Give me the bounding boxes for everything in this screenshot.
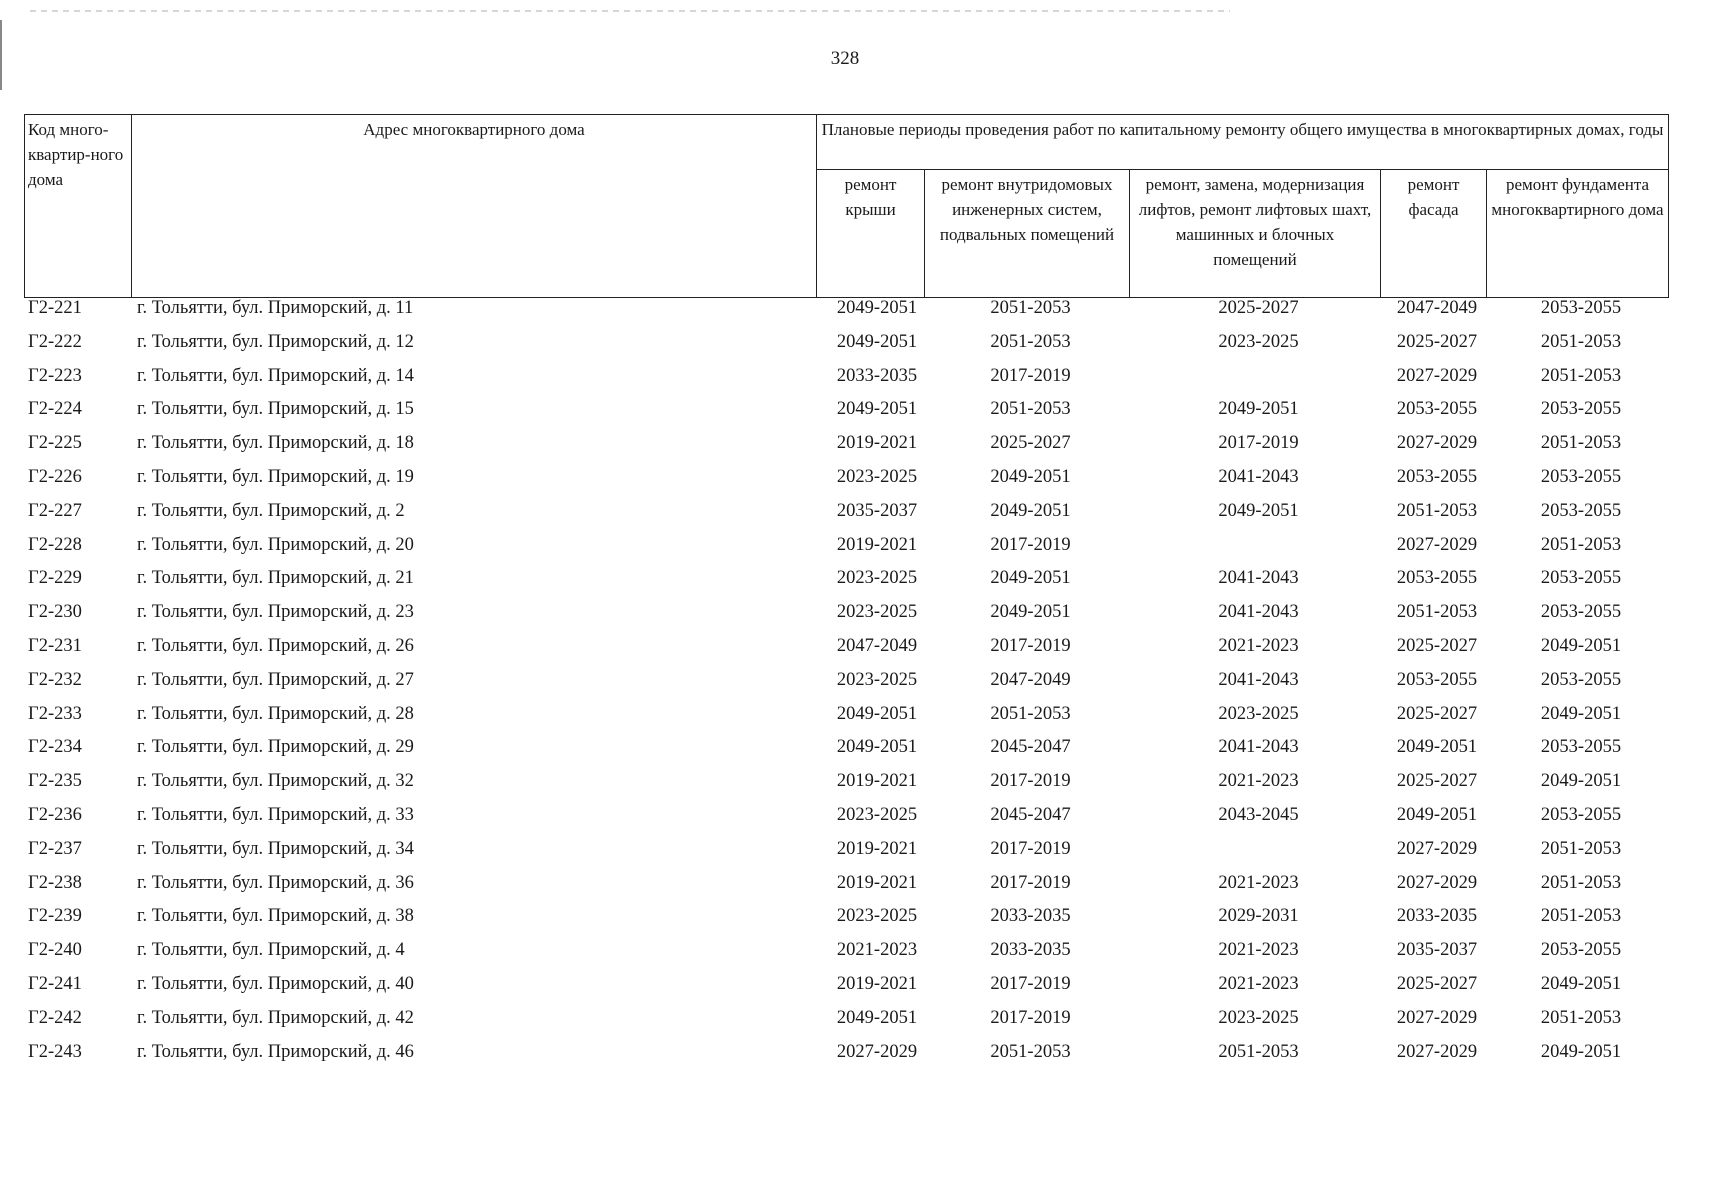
row-systems-period: 2049-2051 [990, 500, 1071, 521]
row-facade-period: 2027-2029 [1396, 534, 1478, 555]
row-facade-period: 2053-2055 [1396, 568, 1478, 589]
header-facade: ремонт фасада [1381, 170, 1487, 298]
row-address: г. Тольятти, бул. Приморский, д. 28 [137, 703, 414, 724]
row-address: г. Тольятти, бул. Приморский, д. 40 [137, 973, 414, 994]
row-foundation-period: 2049-2051 [1540, 771, 1622, 792]
row-code: Г2-230 [28, 602, 82, 623]
row-address: г. Тольятти, бул. Приморский, д. 4 [137, 940, 405, 961]
row-code: Г2-235 [28, 771, 82, 792]
row-lifts-period: 2021-2023 [1218, 973, 1299, 994]
row-facade-period: 2053-2055 [1396, 669, 1478, 690]
row-foundation-period: 2049-2051 [1540, 1041, 1622, 1062]
row-lifts-period: 2023-2025 [1218, 1007, 1299, 1028]
table-row [24, 940, 1674, 974]
row-facade-period: 2033-2035 [1396, 906, 1478, 927]
row-foundation-period: 2051-2053 [1540, 433, 1622, 454]
scan-artifact-line [30, 10, 1230, 12]
row-roof-period: 2049-2051 [836, 298, 918, 318]
row-facade-period: 2025-2027 [1396, 771, 1478, 792]
row-roof-period: 2047-2049 [836, 635, 918, 656]
row-facade-period: 2025-2027 [1396, 331, 1478, 352]
row-systems-period: 2045-2047 [990, 737, 1071, 758]
row-address: г. Тольятти, бул. Приморский, д. 27 [137, 669, 414, 690]
row-address: г. Тольятти, бул. Приморский, д. 15 [137, 399, 414, 420]
row-systems-period: 2017-2019 [990, 771, 1071, 792]
row-lifts-period: 2025-2027 [1218, 298, 1299, 318]
row-lifts-period: 2041-2043 [1218, 669, 1299, 690]
table-row [24, 501, 1674, 535]
row-foundation-period: 2053-2055 [1540, 669, 1622, 690]
table-row [24, 737, 1674, 771]
row-code: Г2-241 [28, 973, 82, 994]
row-systems-period: 2017-2019 [990, 838, 1071, 859]
row-foundation-period: 2051-2053 [1540, 906, 1622, 927]
row-roof-period: 2023-2025 [836, 906, 918, 927]
row-systems-period: 2033-2035 [990, 906, 1071, 927]
row-roof-period: 2023-2025 [836, 568, 918, 589]
row-address: г. Тольятти, бул. Приморский, д. 29 [137, 737, 414, 758]
row-lifts-period: 2041-2043 [1218, 466, 1299, 487]
row-roof-period: 2019-2021 [836, 534, 918, 555]
row-systems-period: 2017-2019 [990, 635, 1071, 656]
row-code: Г2-221 [28, 298, 82, 318]
row-address: г. Тольятти, бул. Приморский, д. 12 [137, 331, 414, 352]
row-address: г. Тольятти, бул. Приморский, д. 42 [137, 1007, 414, 1028]
table-row [24, 670, 1674, 704]
row-address: г. Тольятти, бул. Приморский, д. 36 [137, 872, 414, 893]
row-roof-period: 2049-2051 [836, 737, 918, 758]
table-body [24, 298, 1674, 1075]
row-facade-period: 2049-2051 [1396, 737, 1478, 758]
row-systems-period: 2051-2053 [990, 703, 1071, 724]
row-facade-period: 2051-2053 [1396, 500, 1478, 521]
row-roof-period: 2049-2051 [836, 331, 918, 352]
row-roof-period: 2019-2021 [836, 771, 918, 792]
header-roof: ремонт крыши [817, 170, 925, 298]
row-code: Г2-240 [28, 940, 82, 961]
table-row [24, 1042, 1674, 1076]
row-lifts-period: 2049-2051 [1218, 500, 1299, 521]
row-systems-period: 2017-2019 [990, 1007, 1071, 1028]
row-roof-period: 2049-2051 [836, 399, 918, 420]
row-address: г. Тольятти, бул. Приморский, д. 2 [137, 500, 405, 521]
row-foundation-period: 2053-2055 [1540, 804, 1622, 825]
row-code: Г2-231 [28, 635, 82, 656]
row-facade-period: 2027-2029 [1396, 1041, 1478, 1062]
row-roof-period: 2027-2029 [836, 1041, 918, 1062]
row-systems-period: 2051-2053 [990, 298, 1071, 318]
row-foundation-period: 2053-2055 [1540, 737, 1622, 758]
row-facade-period: 2035-2037 [1396, 940, 1478, 961]
row-systems-period: 2051-2053 [990, 331, 1071, 352]
row-facade-period: 2025-2027 [1396, 635, 1478, 656]
row-facade-period: 2049-2051 [1396, 804, 1478, 825]
row-lifts-period: 2021-2023 [1218, 872, 1299, 893]
row-systems-period: 2017-2019 [990, 973, 1071, 994]
header-lifts: ремонт, замена, модернизация лифтов, ремонт лифтовых шахт, машинных и блочных помещений [1130, 170, 1381, 298]
row-code: Г2-243 [28, 1041, 82, 1062]
header-periods: Плановые периоды проведения работ по капитальному ремонту общего имущества в многоквартирных домах, годы [817, 115, 1669, 170]
table-row [24, 704, 1674, 738]
row-address: г. Тольятти, бул. Приморский, д. 26 [137, 635, 414, 656]
row-foundation-period: 2053-2055 [1540, 940, 1622, 961]
row-code: Г2-225 [28, 433, 82, 454]
row-lifts-period: 2043-2045 [1218, 804, 1299, 825]
row-foundation-period: 2053-2055 [1540, 500, 1622, 521]
row-lifts-period: 2041-2043 [1218, 568, 1299, 589]
header-code: Код много-квартир-ного дома [25, 115, 132, 298]
row-code: Г2-242 [28, 1007, 82, 1028]
row-lifts-period: 2049-2051 [1218, 399, 1299, 420]
row-foundation-period: 2053-2055 [1540, 298, 1622, 318]
row-code: Г2-232 [28, 669, 82, 690]
row-systems-period: 2049-2051 [990, 602, 1071, 623]
row-address: г. Тольятти, бул. Приморский, д. 38 [137, 906, 414, 927]
table-row [24, 467, 1674, 501]
table-row [24, 568, 1674, 602]
row-lifts-period: 2023-2025 [1218, 703, 1299, 724]
row-foundation-period: 2051-2053 [1540, 838, 1622, 859]
row-address: г. Тольятти, бул. Приморский, д. 14 [137, 365, 414, 386]
table-row [24, 906, 1674, 940]
table-row [24, 974, 1674, 1008]
row-systems-period: 2045-2047 [990, 804, 1071, 825]
row-systems-period: 2017-2019 [990, 534, 1071, 555]
row-systems-period: 2051-2053 [990, 1041, 1071, 1062]
row-code: Г2-238 [28, 872, 82, 893]
row-address: г. Тольятти, бул. Приморский, д. 18 [137, 433, 414, 454]
row-foundation-period: 2049-2051 [1540, 635, 1622, 656]
row-systems-period: 2025-2027 [990, 433, 1071, 454]
row-systems-period: 2033-2035 [990, 940, 1071, 961]
row-roof-period: 2023-2025 [836, 804, 918, 825]
row-code: Г2-236 [28, 804, 82, 825]
table-row [24, 636, 1674, 670]
row-address: г. Тольятти, бул. Приморский, д. 34 [137, 838, 414, 859]
row-code: Г2-229 [28, 568, 82, 589]
row-lifts-period: 2017-2019 [1218, 433, 1299, 454]
table-header [24, 114, 1669, 298]
table-row [24, 535, 1674, 569]
row-facade-period: 2027-2029 [1396, 1007, 1478, 1028]
row-foundation-period: 2049-2051 [1540, 973, 1622, 994]
row-roof-period: 2023-2025 [836, 669, 918, 690]
table-row [24, 1008, 1674, 1042]
row-code: Г2-227 [28, 500, 82, 521]
row-roof-period: 2049-2051 [836, 1007, 918, 1028]
table-row [24, 433, 1674, 467]
row-facade-period: 2027-2029 [1396, 365, 1478, 386]
row-foundation-period: 2053-2055 [1540, 602, 1622, 623]
row-address: г. Тольятти, бул. Приморский, д. 33 [137, 804, 414, 825]
row-address: г. Тольятти, бул. Приморский, д. 19 [137, 466, 414, 487]
row-roof-period: 2033-2035 [836, 365, 918, 386]
header-foundation: ремонт фундамента многоквартирного дома [1487, 170, 1669, 298]
row-facade-period: 2047-2049 [1396, 298, 1478, 318]
row-facade-period: 2051-2053 [1396, 602, 1478, 623]
row-facade-period: 2027-2029 [1396, 872, 1478, 893]
row-roof-period: 2019-2021 [836, 872, 918, 893]
row-lifts-period: 2051-2053 [1218, 1041, 1299, 1062]
page-number: 328 [830, 48, 860, 69]
row-facade-period: 2053-2055 [1396, 399, 1478, 420]
row-facade-period: 2025-2027 [1396, 973, 1478, 994]
row-foundation-period: 2053-2055 [1540, 466, 1622, 487]
row-lifts-period: 2021-2023 [1218, 635, 1299, 656]
table-row [24, 298, 1674, 332]
row-systems-period: 2051-2053 [990, 399, 1071, 420]
row-lifts-period: 2041-2043 [1218, 602, 1299, 623]
table-row [24, 399, 1674, 433]
row-code: Г2-234 [28, 737, 82, 758]
row-facade-period: 2025-2027 [1396, 703, 1478, 724]
row-code: Г2-226 [28, 466, 82, 487]
row-address: г. Тольятти, бул. Приморский, д. 20 [137, 534, 414, 555]
row-lifts-period: 2021-2023 [1218, 940, 1299, 961]
row-code: Г2-239 [28, 906, 82, 927]
row-facade-period: 2027-2029 [1396, 838, 1478, 859]
row-systems-period: 2017-2019 [990, 872, 1071, 893]
table-row [24, 805, 1674, 839]
row-code: Г2-237 [28, 838, 82, 859]
row-foundation-period: 2051-2053 [1540, 331, 1622, 352]
row-roof-period: 2023-2025 [836, 602, 918, 623]
row-lifts-period: 2029-2031 [1218, 906, 1299, 927]
row-lifts-period: 2041-2043 [1218, 737, 1299, 758]
row-roof-period: 2023-2025 [836, 466, 918, 487]
row-roof-period: 2049-2051 [836, 703, 918, 724]
row-foundation-period: 2051-2053 [1540, 534, 1622, 555]
table-row [24, 839, 1674, 873]
header-address: Адрес многоквартирного дома [132, 115, 817, 298]
table-row [24, 873, 1674, 907]
row-code: Г2-224 [28, 399, 82, 420]
row-roof-period: 2019-2021 [836, 973, 918, 994]
row-foundation-period: 2049-2051 [1540, 703, 1622, 724]
header-systems: ремонт внутридомовых инженерных систем, подвальных помещений [925, 170, 1130, 298]
row-systems-period: 2017-2019 [990, 365, 1071, 386]
row-systems-period: 2049-2051 [990, 466, 1071, 487]
table-row [24, 771, 1674, 805]
row-lifts-period: 2023-2025 [1218, 331, 1299, 352]
row-facade-period: 2053-2055 [1396, 466, 1478, 487]
row-lifts-period: 2021-2023 [1218, 771, 1299, 792]
row-address: г. Тольятти, бул. Приморский, д. 32 [137, 771, 414, 792]
row-foundation-period: 2051-2053 [1540, 1007, 1622, 1028]
row-address: г. Тольятти, бул. Приморский, д. 11 [137, 298, 414, 318]
table-row [24, 602, 1674, 636]
row-foundation-period: 2053-2055 [1540, 568, 1622, 589]
row-foundation-period: 2051-2053 [1540, 872, 1622, 893]
row-code: Г2-223 [28, 365, 82, 386]
row-roof-period: 2035-2037 [836, 500, 918, 521]
table-row [24, 366, 1674, 400]
row-code: Г2-222 [28, 331, 82, 352]
row-address: г. Тольятти, бул. Приморский, д. 21 [137, 568, 414, 589]
row-roof-period: 2021-2023 [836, 940, 918, 961]
row-address: г. Тольятти, бул. Приморский, д. 23 [137, 602, 414, 623]
row-roof-period: 2019-2021 [836, 433, 918, 454]
table-row [24, 332, 1674, 366]
row-code: Г2-233 [28, 703, 82, 724]
row-foundation-period: 2051-2053 [1540, 365, 1622, 386]
row-facade-period: 2027-2029 [1396, 433, 1478, 454]
row-foundation-period: 2053-2055 [1540, 399, 1622, 420]
row-systems-period: 2047-2049 [990, 669, 1071, 690]
row-systems-period: 2049-2051 [990, 568, 1071, 589]
row-address: г. Тольятти, бул. Приморский, д. 46 [137, 1041, 414, 1062]
row-code: Г2-228 [28, 534, 82, 555]
row-roof-period: 2019-2021 [836, 838, 918, 859]
